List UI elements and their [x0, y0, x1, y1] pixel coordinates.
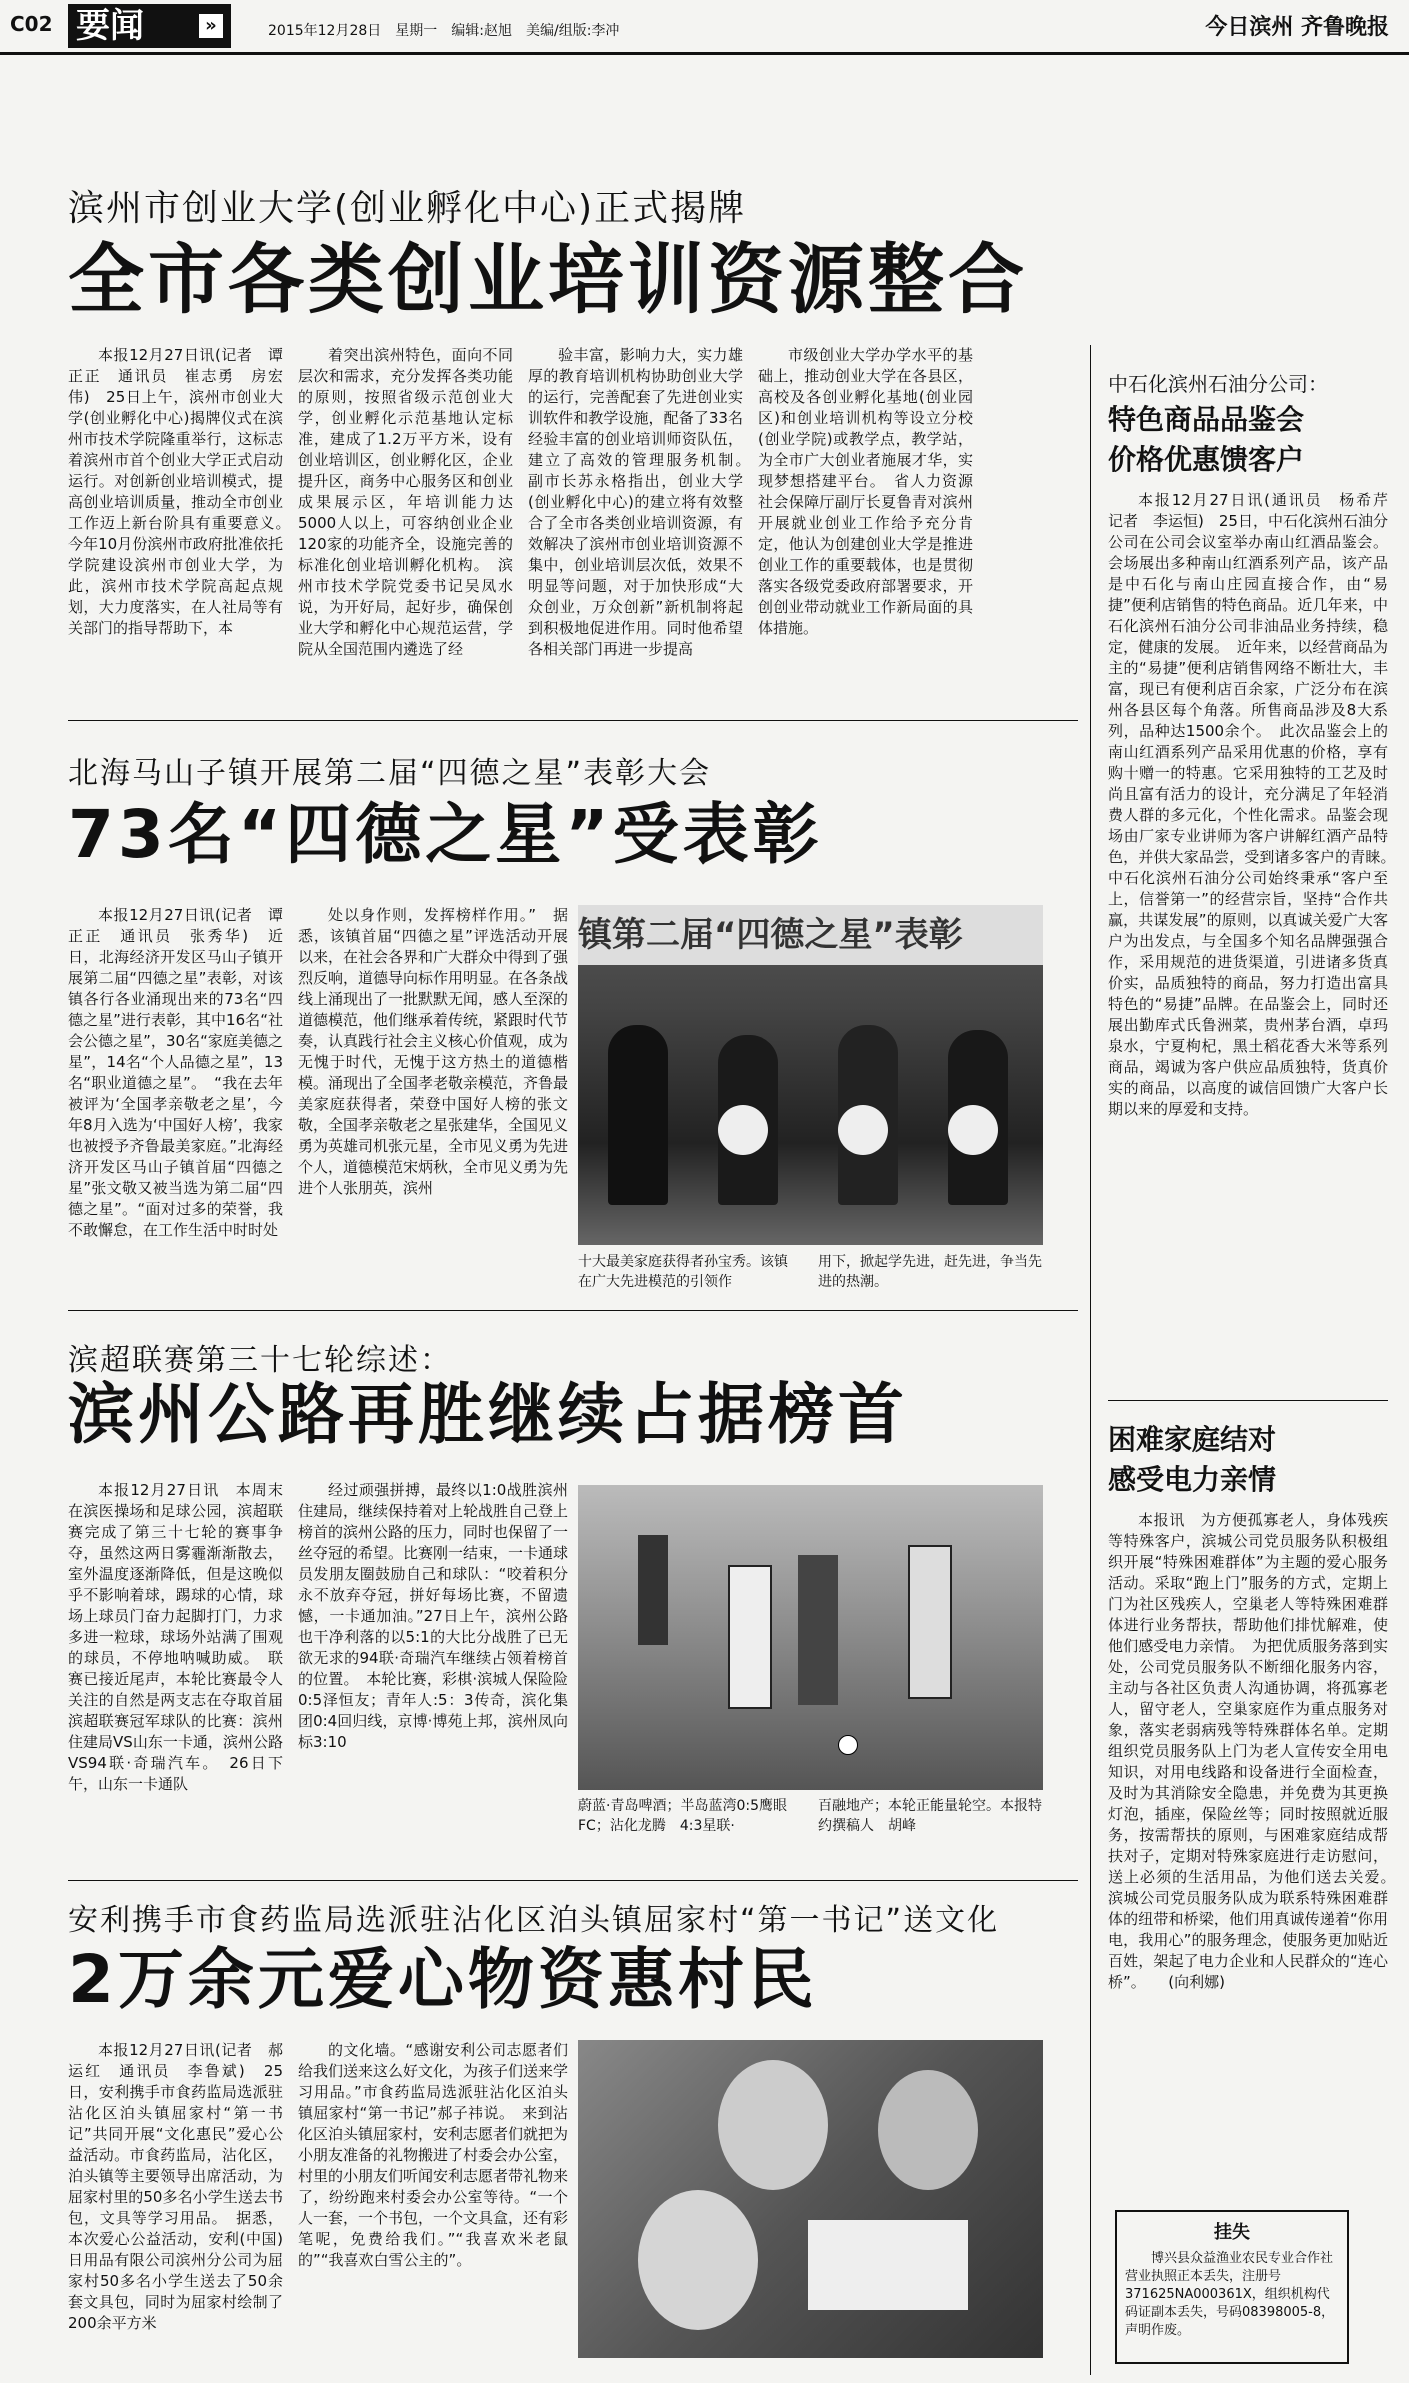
story2-kicker: 北海马山子镇开展第二届“四德之星”表彰大会 — [68, 756, 712, 791]
player-figure — [798, 1555, 838, 1705]
story2-col2: 处以身作则，发挥榜样作用。” 据悉，该镇首届“四德之星”评选活动开展以来，在社会各界和广大群众中得到了强烈反响，道德导向标作用明显。在各条战线上涌现出了一批默默无闻，感人至深的道德模范，他们继承着传统，紧跟时代节奏，认真践行社会主义核心价值观，成为无愧于时代，无愧于这方热土的道德楷模。涌现出了全国孝老敬亲模范，齐鲁最美家庭获得者，荣登中国好人榜的张文敬，全国孝亲敬老之星张建华，全国见义勇为英雄司机张元星，全市见义勇为先进个人，道德模范宋炳秋，全市见义勇为先进个人张朋英，滨州 — [298, 906, 569, 1197]
story2-col1: 本报12月27日讯(记者 谭正正 通讯员 张秀华) 近日，北海经济开发区马山子镇开展第二届“四德之星”表彰，对该镇各行各业涌现出来的73名“四德之星”进行表彰，其中16名“社会公德之星”，30名“家庭美德之星”，14名“个人品德之星”，13名“职业道德之星”。 “我在去年被评为‘全国孝亲敬老之星’，今年8月入选为‘中国好人榜’，我家也被授予齐鲁最美家庭。”北海经济开发区马山子镇首届“四德之星”张文敬又被当选为第二届“四德之星”。“面对过多的荣誉，我不敢懈怠，在工作生活中时时处 — [68, 906, 283, 1239]
story2-caption-right: 用下，掀起学先进，赶先进，争当先进的热潮。 — [818, 1254, 1042, 1290]
football-match-photo — [578, 1485, 1043, 1790]
notice-body: 博兴县众益渔业农民专业合作社营业执照正本丢失，注册号371625NA000361X，组织机构代码证副本丢失，号码08398005-8，声明作废。 — [1125, 2251, 1335, 2338]
story4-col2: 的文化墙。“感谢安利公司志愿者们给我们送来这么好文化，为孩子们送来学习用品。”市食药监局选派驻沾化区泊头镇屈家村“第一书记”郝子祎说。 来到沾化区泊头镇屈家村，安利志愿者们就把为小朋友准备的礼物搬进了村委会办公室，村里的小朋友们听闻安利志愿者带礼物来了，纷纷跑来村委会办公室等待。“一个人一套，一个书包，一个文具盒，还有彩笔呢，免费给我们。”“我喜欢米老鼠的”“我喜欢白雪公主的”。 — [298, 2041, 569, 2269]
story1-col2: 着突出滨州特色，面向不同层次和需求，充分发挥各类功能的原则，按照省级示范创业大学，创业孵化示范基地认定标准，建成了1.2万平方米，设有创业培训区，创业孵化区，企业提升区，商务中心服务区和创业成果展示区，年培训能力达5000人以上，可容纳创业企业120家的功能齐全，设施完善的标准化创业培训孵化机构。 滨州市技术学院党委书记吴凤水说，为开好局，起好步，确保创业大学和孵化中心规范运营，学院从全国范围内遴选了经 — [298, 346, 513, 658]
story3-col2: 经过顽强拼搏，最终以1:0战胜滨州住建局，继续保持着对上轮战胜自己登上榜首的滨州公路的压力，同时也保留了一丝夺冠的希望。比赛刚一结束，一卡通球员发朋友圈鼓励自己和球队：“咬着积分永不放弃夺冠，拼好每场比赛，不留遗憾，一卡通加油。”27日上午，滨州公路也干净利落的以5:1的大比分战胜了已无欲无求的94联·奇瑞汽车继续占领着榜首的位置。 本轮比赛，彩棋·滨城人保险险0:5泽恒友；青年人:5：3传奇，滨化集团0:4回归线，京博·博苑上邦，滨州凤向标3:10 — [298, 1481, 569, 1751]
story3-caption-left: 蔚蓝·青岛啤酒；半岛蓝湾0:5鹰眼FC；沾化龙腾 4:3星联· — [578, 1798, 787, 1834]
story1-col1: 本报12月27日讯(记者 谭正正 通讯员 崔志勇 房宏伟) 25日上午，滨州市创业大学(创业孵化中心)揭牌仪式在滨州市技术学院隆重举行，这标志着滨州市首个创业大学正式启动运行。对创新创业培训模式，提高创业培训质量，推动全市创业工作迈上新台阶具有重要意义。 今年10月份滨州市政府批准依托学院建设滨州市创业大学，为此，滨州市技术学院高起点规划，大力度落实，在人社局等有关部门的指导帮助下，本 — [68, 346, 299, 637]
notice-title: 挂失 — [1214, 2222, 1250, 2243]
gift-package — [808, 2220, 968, 2310]
rule-s1 — [68, 720, 1078, 721]
section-tab — [68, 4, 231, 48]
sidebar1-headline1: 特色商品品鉴会 — [1108, 403, 1305, 436]
story2-caption-left: 十大最美家庭获得者孙宝秀。该镇在广大先进模范的引领作 — [578, 1254, 788, 1290]
sidebar1-kicker: 中石化滨州石油分公司： — [1108, 372, 1328, 396]
story2-headline: 73名“四德之星”受表彰 — [68, 796, 823, 873]
child-head — [718, 2060, 828, 2190]
story4-col1: 本报12月27日讯(记者 郝运红 通讯员 李鲁斌) 25日，安利携手市食药监局选派驻沾化区泊头镇屈家村“第一书记”共同开展“文化惠民”爱心公益活动。市食药监局，沾化区，泊头镇等主要领导出席活动，为屈家村里的50多名小学生送去书包，文具等学习用品。 据悉，本次爱心公益活动，安利(中国)日用品有限公司滨州分公司为屈家村50多名小学生送去了50余套文具包，同时为屈家村绘制了200余平方米 — [68, 2041, 283, 2332]
issue-meta: 2015年12月28日 星期一 编辑:赵旭 美编/组版:李冲 — [268, 23, 620, 39]
sidebar-divider — [1090, 345, 1091, 2375]
section-label: 要闻 — [76, 6, 144, 46]
double-chevron-icon: » — [199, 14, 223, 38]
story4-headline: 2万余元爱心物资惠村民 — [68, 1941, 818, 2018]
plaque — [838, 1105, 888, 1155]
plaque — [948, 1105, 998, 1155]
sidebar2-headline2: 感受电力亲情 — [1108, 1463, 1277, 1496]
sidebar2-body: 本报讯 为方便孤寡老人，身体残疾等特殊客户，滨城公司党员服务队积极组织开展“特殊困难群体”为主题的爱心服务活动。采取“跑上门”服务的方式，定期上门为社区残疾人，空巢老人等特殊困难群体进行业务帮扶，帮助他们排忧解难，使他们感受电力亲情。 为把优质服务落到实处，公司党员服务队不断细化服务内容，主动与各社区负责人沟通协调，将孤寡老人，留守老人，空巢家庭作为重点服务对象，落实老弱病残等特殊群体名单。定期组织党员服务队上门为老人宣传安全用电知识，对用电线路和设备进行全面检查，及时为其消除安全隐患，并免费为其更换灯泡，插座，保险丝等；同时按照就近服务，按需帮扶的原则，与困难家庭结成帮扶对子，定期对特殊家庭进行走访慰问，送上必须的生活用品，为他们送去关爱。 滨城公司党员服务队成为联系特殊困难群体的纽带和桥梁，他们用真诚传递着“你用电，我用心”的服务理念，使服务更加贴近百姓，架起了电力企业和人民群众的“连心桥”。 (向利娜) — [1108, 1511, 1404, 1991]
story3-headline: 滨州公路再胜继续占据榜首 — [68, 1376, 908, 1453]
masthead-brand: 今日滨州 齐鲁晚报 — [1205, 15, 1389, 40]
header-rule — [0, 52, 1409, 55]
rule-s3 — [68, 1880, 1078, 1881]
page-number: C02 — [10, 12, 53, 36]
story1-headline: 全市各类创业培训资源整合 — [68, 235, 1028, 324]
story1-col4: 市级创业大学办学水平的基础上，推动创业大学在各县区，高校及各创业孵化基地(创业园区)和创业培训机构等设立分校(创业学院)或教学点，教学站，为全市广大创业者施展才华，实现梦想搭建平台。 省人力资源社会保障厅副厅长夏鲁青对滨州开展就业创业工作给予充分肯定，他认为创建创业大学是推进创业工作的重要载体，也是贯彻落实各级党委政府部署要求，开创创业带动就业工作新局面的具体措施。 — [758, 346, 973, 637]
story4-kicker: 安利携手市食药监局选派驻沾化区泊头镇屈家村“第一书记”送文化 — [68, 1903, 1000, 1938]
ceremony-banner: 镇第二届“四德之星”表彰 — [578, 905, 1043, 965]
sidebar1-headline2: 价格优惠馈客户 — [1108, 443, 1305, 476]
player-figure — [638, 1535, 668, 1645]
sidebar1-body: 本报12月27日讯(通讯员 杨希芹 记者 李运恒) 25日，中石化滨州石油分公司在公司会议室举办南山红酒品鉴会。会场展出多种南山红酒系列产品，该产品是中石化与南山庄园直接合作，由“易捷”便利店销售的特色商品。近几年来，中石化滨州石油分公司非油品业务持续，稳定，健康的发展。 近年来，以经营商品为主的“易捷”便利店销售网络不断壮大，丰富，现已有便利店百余家，广泛分布在滨州各县区每个角落。所售商品涉及8大系列，品种达1500余个。 此次品鉴会上的南山红酒系列产品采用优惠的价格，享有购十赠一的特惠。它采用独特的工艺及时尚且富有活力的设计，充分满足了年轻消费人群的多元化，个性化需求。品鉴会现场由厂家专业讲师为客户讲解红酒产品特色，并供大家品尝，受到诸多客户的青睐。 中石化滨州石油分公司始终秉承“客户至上，信誉第一”的经营宗旨，坚持“合作共赢，共谋发展”的原则，以真诚关爱广大客户为出发点，与全国多个知名品牌强强合作，采用规范的进货渠道，引进诸多货真价实，品质独特的商品，努力打造出富具特色的“易捷”品牌。在品鉴会上，同时还展出勤库式氏鲁洲菜，贵州茅台酒，卓玛泉水，宁夏枸杞，黑土稻花香大米等系列商品，竭诚为客户供应品质独特，货真价实的商品，以高度的诚信回馈广大客户长期以来的厚爱和支持。 — [1108, 491, 1404, 1118]
child-head — [638, 2190, 758, 2330]
player-figure — [728, 1565, 772, 1709]
children-gifts-photo — [578, 2040, 1043, 2358]
story3-kicker: 滨超联赛第三十七轮综述： — [68, 1343, 452, 1378]
lost-notice-box — [1115, 2210, 1349, 2364]
football — [838, 1735, 858, 1755]
story3-col1: 本报12月27日讯 本周末在滨医操场和足球公园，滨超联赛完成了第三十七轮的赛事争夺，虽然这两日雾霾渐渐散去，室外温度逐渐降低，但是这晚似乎不影响着球，踢球的心情，球场上球员门奋力起脚打门，力求多进一粒球，球场外站满了围观的球员，不停地呐喊助威。 联赛已接近尾声，本轮比赛最令人关注的自然是两支志在夺取首届滨超联赛冠军球队的比赛：滨州住建局VS山东一卡通，滨州公路VS94联·奇瑞汽车。 26日下午，山东一卡通队 — [68, 1481, 283, 1793]
child-head — [878, 2070, 978, 2190]
player-figure — [908, 1545, 952, 1699]
story3-caption-right: 百融地产；本轮正能量轮空。本报特约撰稿人 胡峰 — [818, 1798, 1042, 1834]
story1-kicker: 滨州市创业大学(创业孵化中心)正式揭牌 — [68, 188, 747, 229]
sidebar2-headline1: 困难家庭结对 — [1108, 1423, 1277, 1456]
plaque — [718, 1105, 768, 1155]
story1-col3: 验丰富，影响力大，实力雄厚的教育培训机构协助创业大学的运行，完善配套了先进创业实训软件和教学设施，配备了33名经验丰富的创业培训师资队伍，建立了高效的管理服务机制。 副市长苏永格指出，创业大学(创业孵化中心)的建立将有效整合了全市各类创业培训资源，有效解决了滨州市创业培训资源不集中，创业培训层次低，效果不明显等问题，对于加快形成“大众创业，万众创新”新机制将起到积极地促进作用。同时他希望各相关部门再进一步提高 — [528, 346, 759, 658]
rule-side — [1108, 1400, 1388, 1401]
person-figure — [608, 1025, 668, 1205]
rule-s2 — [68, 1310, 1078, 1311]
award-ceremony-photo — [578, 905, 1043, 1245]
